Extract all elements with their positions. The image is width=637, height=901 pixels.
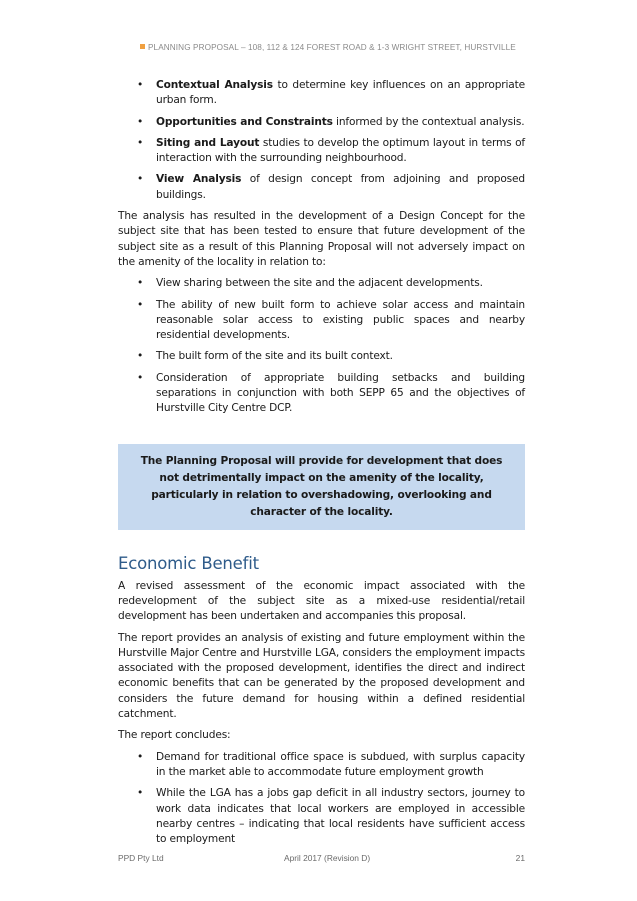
callout-box: The Planning Proposal will provide for development that does not detrimentally impact on the amenity of the locality, particularly in relation to overshadowing, overlooking and character of the locality. bbox=[118, 444, 525, 530]
footer-company: PPD Pty Ltd bbox=[118, 853, 164, 863]
list-item-term: View Analysis bbox=[156, 173, 242, 186]
footer-date: April 2017 (Revision D) bbox=[284, 853, 371, 863]
bullet-icon: • bbox=[137, 277, 144, 290]
list-item-text: Consideration of appropriate building setbacks and building separations in conjunction with both SEPP 65 and the objectives of Hurstville City Centre DCP. bbox=[156, 371, 525, 415]
list-item-text: View sharing between the site and the adjacent developments. bbox=[156, 277, 483, 290]
list-item-text: of design concept from adjoining and proposed buildings. bbox=[156, 173, 525, 201]
list-item-text: informed by the contextual analysis. bbox=[332, 115, 525, 128]
footer-page-number: 21 bbox=[515, 853, 525, 863]
list-item bbox=[118, 298, 525, 344]
bullet-icon: • bbox=[137, 350, 144, 363]
list-item bbox=[118, 78, 525, 109]
list-item-term: Siting and Layout bbox=[156, 136, 260, 149]
bullet-icon: • bbox=[137, 750, 144, 763]
bullet-icon: • bbox=[137, 115, 144, 128]
list-item bbox=[118, 115, 525, 130]
list-item-text: The ability of new built form to achieve solar access and maintain reasonable solar access to existing public spaces and nearby residential developments. bbox=[156, 298, 525, 342]
list-item bbox=[118, 136, 525, 167]
list-item bbox=[118, 786, 525, 847]
page-content bbox=[118, 78, 525, 853]
list-item bbox=[118, 276, 525, 291]
list-item bbox=[118, 371, 525, 417]
list-item-text: Demand for traditional office space is subdued, with surplus capacity in the market able to accommodate future employment growth bbox=[156, 750, 525, 778]
list-item-text: studies to develop the optimum layout in terms of interaction with the surrounding neighbourhood. bbox=[156, 136, 526, 165]
economic-paragraph-2: The report provides an analysis of existing and future employment within the Hurstville Major Centre and Hurstville LGA, considers the employment impacts associated with the proposed development, identifies the direct and indirect economic benefits that can be generated by the proposed development and considers the future demand for housing within a defined residential catchment. bbox=[118, 631, 525, 721]
list-item-term: Opportunities and Constraints bbox=[156, 115, 333, 128]
running-header bbox=[140, 43, 525, 52]
impact-list bbox=[118, 276, 525, 416]
bullet-icon: • bbox=[137, 79, 144, 91]
list-item-text: While the LGA has a jobs gap deficit in all industry sectors, journey to work data indicates that local workers are employed in accessible nearby centres – indicating that local residents have sufficient access to employment bbox=[156, 787, 525, 846]
bullet-icon: • bbox=[137, 136, 144, 149]
list-item bbox=[118, 172, 525, 203]
running-title: PLANNING PROPOSAL – 108, 112 & 124 FOREST ROAD & 1-3 WRIGHT STREET, HURSTVILLE bbox=[148, 43, 516, 52]
list-item-term: Contextual Analysis bbox=[156, 79, 273, 91]
list-item-text: to determine key influences on an appropriate urban form. bbox=[156, 79, 526, 107]
bullet-icon: • bbox=[137, 298, 144, 311]
bullet-icon: • bbox=[137, 787, 144, 800]
bullet-icon: • bbox=[137, 371, 144, 384]
header-marker-icon bbox=[140, 44, 145, 49]
bullet-icon: • bbox=[137, 173, 144, 186]
section-heading: Economic Benefit bbox=[118, 553, 259, 573]
conclusions-list bbox=[118, 750, 525, 848]
intro-paragraph: The analysis has resulted in the development of a Design Concept for the subject site that has been tested to ensure that future development of the subject site as a result of this Planning Proposal will not adversely impact on the amenity of the locality in relation to: bbox=[118, 210, 525, 268]
economic-paragraph-3: The report concludes: bbox=[118, 729, 231, 742]
economic-paragraph-1: A revised assessment of the economic impact associated with the redevelopment of the subject site as a mixed-use residential/retail development has been undertaken and accompanies this proposal. bbox=[118, 579, 525, 623]
analysis-list bbox=[118, 78, 525, 203]
list-item bbox=[118, 750, 525, 781]
list-item bbox=[118, 349, 525, 364]
list-item-text: The built form of the site and its built context. bbox=[156, 350, 393, 363]
